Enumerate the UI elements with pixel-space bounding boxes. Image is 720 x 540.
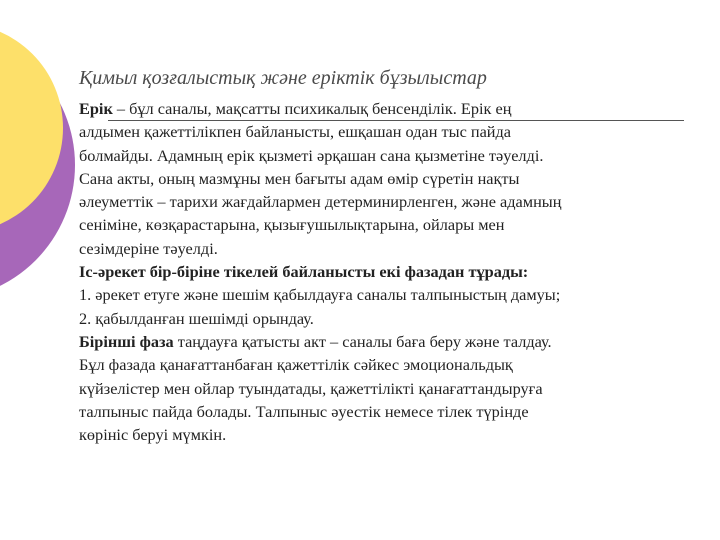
bold-text-segment: Бірінші фаза [79, 331, 174, 351]
text-segment: сезімдеріне тәуелді. [79, 238, 218, 258]
text-segment: талпыныс пайда болады. Талпыныс әуестік немесе тілек түрінде [79, 401, 529, 421]
text-segment: алдымен қажеттілікпен байланысты, ешқашан одан тыс пайда [79, 122, 512, 142]
text-segment: әлеуметтік – тарихи жағдайлармен детерминирленген, және адамның [79, 192, 562, 212]
text-segment: Сана акты, оның мазмұны мен бағыты адам өмір сүретін нақты [79, 168, 520, 188]
text-segment: көрініс беруі мүмкін. [79, 425, 227, 445]
body-line [79, 353, 699, 376]
bold-text-segment: Ерік [79, 99, 113, 118]
body-line [79, 307, 699, 330]
body-line [79, 260, 699, 283]
body-line [79, 283, 699, 306]
body-line [79, 120, 699, 143]
body-line [79, 400, 699, 423]
body-line [79, 190, 699, 213]
body-line [79, 97, 699, 120]
text-segment: күйзелістер мен ойлар туындатады, қажеттілікті қанағаттандыруға [79, 378, 543, 398]
body-line [79, 330, 699, 353]
body-line [79, 377, 699, 400]
body-line [79, 144, 699, 167]
text-segment: болмайды. Адамның ерік қызметі әрқашан сана қызметіне тәуелді. [79, 145, 544, 165]
body-line [79, 167, 699, 190]
text-segment: таңдауға қатысты акт – саналы баға беру және талдау. [173, 331, 552, 351]
text-segment: 1. әрекет етуге және шешім қабылдауға саналы талпыныстың дамуы; [79, 285, 561, 305]
body-line [79, 237, 699, 260]
decorative-circles [0, 0, 80, 300]
text-segment: – бұл саналы, мақсатты психикалық бенсенділік. Ерік ең [112, 99, 512, 118]
text-segment: сеніміне, көзқарастарына, қызығушылықтарына, ойлары мен [79, 215, 505, 235]
slide-body-text [79, 97, 699, 446]
bold-text-segment: Іс-әрекет бір-біріне тікелей байланысты екі фазадан тұрады: [79, 262, 529, 282]
body-line [79, 213, 699, 236]
text-segment: 2. қабылданған шешімді орындау. [79, 308, 314, 328]
slide-title: Қимыл қозғалыстық және еріктік бұзылыстар [79, 67, 487, 89]
text-segment: Бұл фазада қанағаттанбаған қажеттілік сәйкес эмоциональдық [79, 355, 513, 375]
body-line [79, 423, 699, 446]
